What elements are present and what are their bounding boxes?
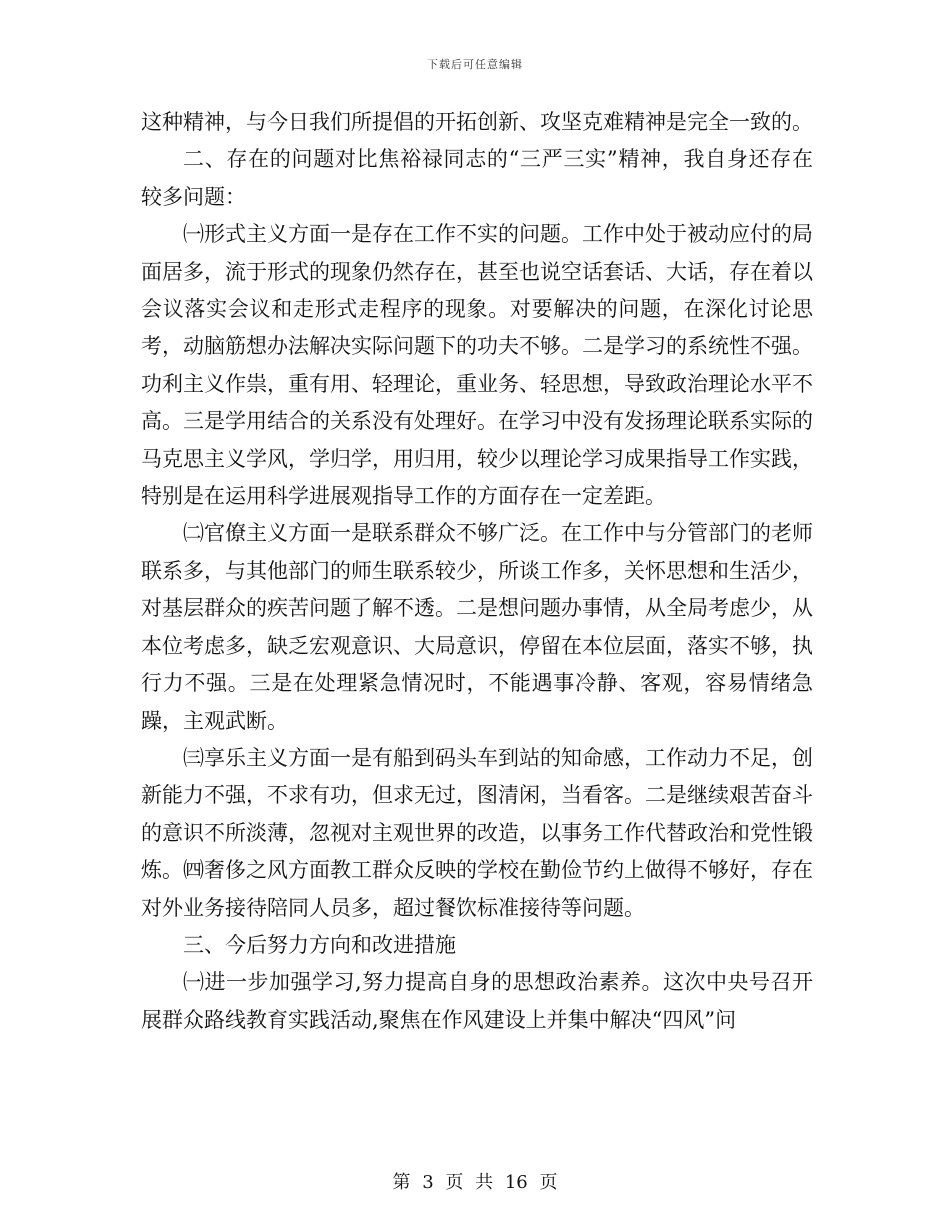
page-number-footer: 第 3 页 共 16 页 bbox=[392, 1172, 558, 1193]
paragraph-2: 二、存在的问题对比焦裕禄同志的“三严三实”精神，我自身还存在较多问题： bbox=[141, 147, 813, 209]
paragraph-1: 这种精神，与今日我们所提倡的开拓创新、攻坚克难精神是完全一致的。 bbox=[141, 110, 813, 134]
paragraph-7: ㈠进一步加强学习,努力提高自身的思想政治素养。这次中央号召开展群众路线教育实践活动,聚焦在作风建设上并集中解决“四风”问 bbox=[141, 970, 813, 1032]
paragraph-3: ㈠形式主义方面一是存在工作不实的问题。工作中处于被动应付的局面居多，流于形式的现象仍然存在，甚至也说空话套话、大话，存在着以会议落实会议和走形式走程序的现象。对要解决的问题，在深化讨论思考，动脑筋想办法解决实际问题下的功夫不够。二是学习的系统性不强。功利主义作祟，重有用、轻理论，重业务、轻思想，导致政治理论水平不高。三是学用结合的关系没有处理好。在学习中没有发扬理论联系实际的马克思主义学风，学归学，用归用，较少以理论学习成果指导工作实践，特别是在运用科学进展观指导工作的方面存在一定差距。 bbox=[141, 222, 813, 509]
document-body bbox=[141, 104, 813, 1039]
paragraph-4: ㈡官僚主义方面一是联系群众不够广泛。在工作中与分管部门的老师联系多，与其他部门的师生联系较少，所谈工作多，关怀思想和生活少，对基层群众的疾苦问题了解不透。二是想问题办事情，从全局考虑少，从本位考虑多，缺乏宏观意识、大局意识，停留在本位层面，落实不够，执行力不强。三是在处理紧急情况时，不能遇事冷静、客观，容易情绪急躁，主观武断。 bbox=[141, 521, 813, 733]
page-header: 下载后可任意编辑 bbox=[427, 58, 523, 71]
paragraph-6: 三、今后努力方向和改进措施 bbox=[183, 932, 456, 957]
paragraph-5: ㈢享乐主义方面一是有船到码头车到站的知命感，工作动力不足，创新能力不强，不求有功，但求无过，图清闲，当看客。二是继续艰苦奋斗的意识不所淡薄，忽视对主观世界的改造，以事务工作代替政治和党性锻炼。㈣奢侈之风方面教工群众反映的学校在勤俭节约上做得不够好，存在对外业务接待陪同人员多，超过餐饮标准接待等问题。 bbox=[141, 745, 813, 920]
